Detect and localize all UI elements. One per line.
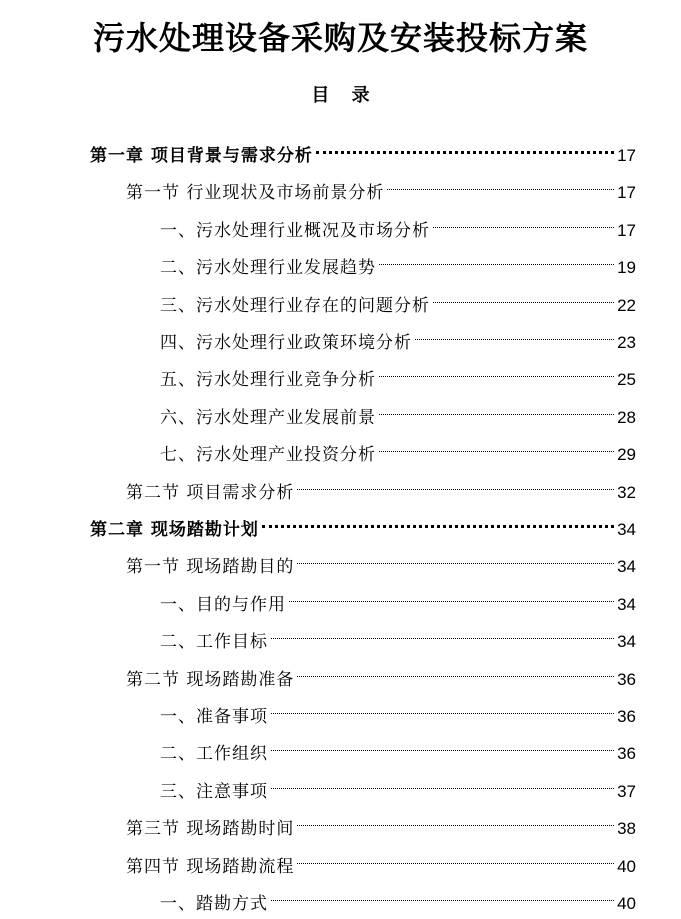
toc-dot-leader (433, 281, 614, 311)
toc-entry-title: 一、踏勘方式 (160, 894, 268, 914)
toc-page-number: 36 (617, 744, 636, 764)
toc-subsection-entry[interactable] (160, 729, 636, 765)
toc-entry-title: 二、污水处理行业发展趋势 (160, 258, 376, 279)
toc-dot-leader (415, 318, 614, 348)
toc-section-entry[interactable] (126, 468, 636, 503)
toc-section-entry[interactable] (126, 542, 636, 578)
toc-dot-leader (289, 580, 614, 610)
toc-dot-leader (262, 505, 614, 535)
toc-page-number: 34 (617, 632, 636, 652)
toc-dot-leader (387, 168, 614, 198)
toc-entry-title: 二、工作目标 (160, 632, 268, 653)
toc-dot-leader (271, 879, 614, 909)
toc-subsection-entry[interactable] (160, 243, 636, 279)
toc-entry-title: 第一章 项目背景与需求分析 (90, 146, 313, 166)
toc-page-number: 25 (617, 370, 636, 390)
toc-page-number: 36 (617, 669, 636, 689)
toc-subsection-entry[interactable] (160, 617, 636, 653)
toc-dot-leader (379, 355, 614, 385)
toc-page-number: 36 (617, 707, 636, 726)
toc-entry-title: 第三节 现场踏勘时间 (126, 819, 295, 840)
toc-entry-title: 一、污水处理行业概况及市场分析 (160, 220, 430, 241)
toc-page-number: 40 (617, 856, 636, 876)
toc-page-number: 28 (617, 407, 636, 427)
toc-section-entry[interactable] (126, 804, 636, 840)
toc-subsection-entry[interactable] (160, 393, 636, 428)
toc-page-number: 32 (617, 482, 636, 502)
toc-dot-leader (379, 430, 614, 460)
toc-page-number: 37 (617, 781, 636, 801)
toc-dot-leader (297, 804, 614, 834)
toc-entry-title: 六、污水处理产业发展前景 (160, 407, 376, 428)
toc-page-number: 17 (617, 220, 636, 240)
toc-page-number: 22 (617, 295, 636, 315)
toc-entry-title: 第四节 现场踏勘流程 (126, 856, 295, 877)
toc-subsection-entry[interactable] (160, 206, 636, 241)
toc-subsection-entry[interactable] (160, 580, 636, 615)
toc-entry-title: 三、污水处理行业存在的问题分析 (160, 295, 430, 316)
toc-page-number: 34 (617, 520, 636, 539)
toc-entry-title: 五、污水处理行业竞争分析 (160, 370, 376, 391)
toc-page-number: 34 (617, 557, 636, 577)
toc-entry-title: 一、准备事项 (160, 707, 268, 727)
toc-entry-title: 四、污水处理行业政策环境分析 (160, 333, 412, 353)
toc-page-number: 34 (617, 594, 636, 614)
toc-dot-leader (271, 729, 614, 759)
toc-chapter-entry[interactable] (90, 505, 636, 540)
toc-dot-leader (433, 206, 614, 236)
toc-dot-leader (271, 767, 614, 797)
toc-page-number: 23 (617, 333, 636, 352)
toc-subsection-entry[interactable] (160, 879, 636, 914)
toc-dot-leader (271, 617, 614, 647)
toc-entry-title: 一、目的与作用 (160, 594, 286, 615)
toc-dot-leader (297, 842, 614, 872)
toc-page-number: 38 (617, 819, 636, 839)
toc-heading: 目 录 (311, 85, 378, 106)
toc-section-entry[interactable] (126, 168, 636, 204)
toc-page-number: 19 (617, 258, 636, 278)
toc-dot-leader (316, 131, 614, 161)
toc-subsection-entry[interactable] (160, 430, 636, 466)
toc-page-number: 29 (617, 445, 636, 465)
toc-entry-title: 第二节 项目需求分析 (126, 482, 295, 503)
toc-section-entry[interactable] (126, 842, 636, 877)
toc-subsection-entry[interactable] (160, 355, 636, 391)
toc-chapter-entry[interactable] (90, 131, 636, 166)
toc-entry-title: 七、污水处理产业投资分析 (160, 445, 376, 466)
toc-page-number: 17 (617, 146, 636, 165)
toc-page-number: 17 (617, 183, 636, 203)
toc-section-entry[interactable] (126, 655, 636, 690)
toc-subsection-entry[interactable] (160, 281, 636, 316)
toc-dot-leader (297, 468, 614, 498)
toc-subsection-entry[interactable] (160, 692, 636, 727)
toc-entry-title: 第二节 现场踏勘准备 (126, 669, 295, 690)
toc-entry-title: 第一节 现场踏勘目的 (126, 557, 295, 578)
toc-dot-leader (379, 243, 614, 273)
toc-entry-title: 第二章 现场踏勘计划 (90, 520, 259, 540)
toc-dot-leader (379, 393, 614, 423)
toc-subsection-entry[interactable] (160, 767, 636, 802)
toc-entry-title: 二、工作组织 (160, 744, 268, 765)
toc-entry-title: 三、注意事项 (160, 781, 268, 802)
toc-subsection-entry[interactable] (160, 318, 636, 353)
toc-entry-title: 第一节 行业现状及市场前景分析 (126, 183, 385, 204)
document-title: 污水处理设备采购及安装投标方案 (92, 19, 588, 57)
toc-page-number: 40 (617, 894, 636, 913)
toc-dot-leader (297, 542, 614, 572)
toc-dot-leader (271, 692, 614, 722)
toc-dot-leader (297, 655, 614, 685)
